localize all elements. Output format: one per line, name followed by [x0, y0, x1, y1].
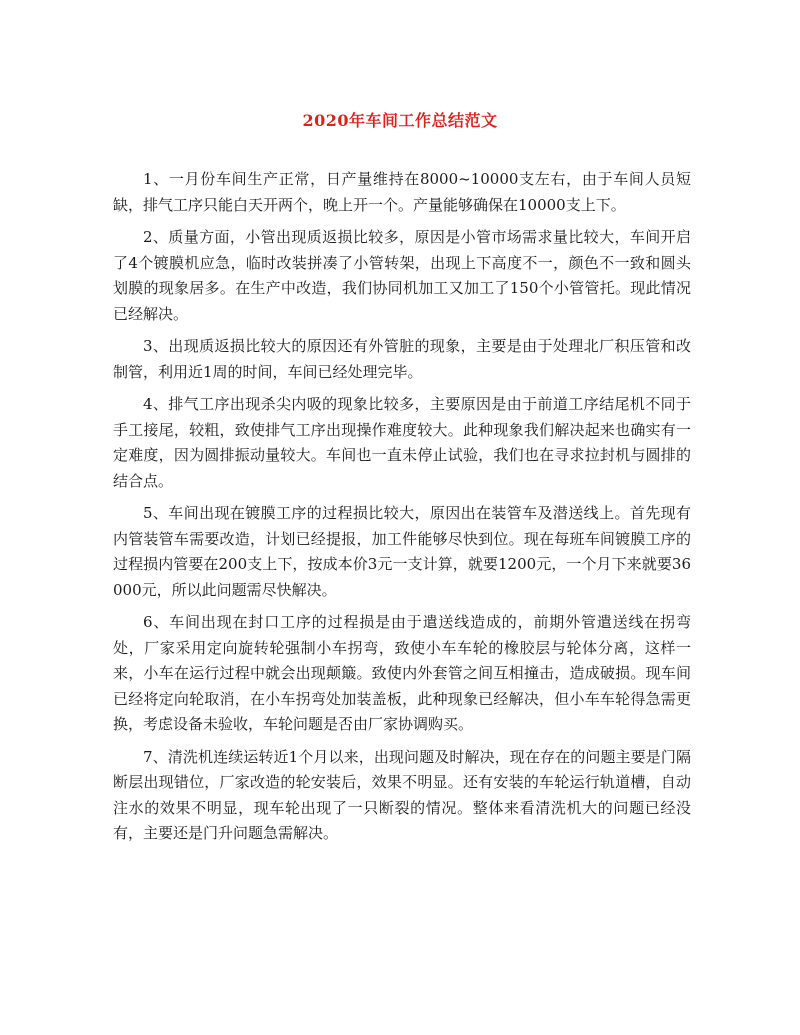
paragraph-3: 3、出现质返损比较大的原因还有外管脏的现象，主要是由于处理北厂积压管和改制管，利用近1周的时间，车间已经处理完毕。: [113, 337, 691, 381]
paragraph-4: 4、排气工序出现杀尖内吸的现象比较多，主要原因是由于前道工序结尾机不同于手工接尾，较粗，致使排气工序出现操作难度较大。此种现象我们解决起来也确实有一定难度，因为圆排振动量较大。车间也一直未停止试验，我们也在寻求拉封机与圆排的结合点。: [113, 395, 691, 490]
paragraph-2: 2、质量方面，小管出现质返损比较多，原因是小管市场需求量比较大，车间开启了4个镀膜机应急，临时改装拼凑了小管转架，出现上下高度不一，颜色不一致和圆头划膜的现象居多。在生产中改造，我们协同机加工又加工了150个小管管托。现此情况已经解决。: [113, 228, 691, 323]
document-body: [113, 167, 691, 854]
paragraph-5: 5、车间出现在镀膜工序的过程损比较大，原因出在装管车及潜送线上。首先现有内管装管车需要改造，计划已经提报，加工件能够尽快到位。现在每班车间镀膜工序的过程损内管要在200支上下，按成本价3元一支计算，就要1200元，一个月下来就要36000元，所以此问题需尽快解决。: [113, 504, 691, 599]
paragraph-7: 7、清洗机连续运转近1个月以来，出现问题及时解决，现在存在的问题主要是门隔断层出现错位，厂家改造的轮安装后，效果不明显。还有安装的车轮运行轨道槽，自动注水的效果不明显，现车轮出现了一只断裂的情况。整体来看清洗机大的问题已经没有，主要还是门升问题急需解决。: [113, 747, 691, 842]
paragraph-1: 1、一月份车间生产正常，日产量维持在8000~10000支左右，由于车间人员短缺，排气工序只能白天开两个，晚上开一个。产量能够确保在10000支上下。: [113, 170, 691, 214]
paragraph-6: 6、车间出现在封口工序的过程损是由于遣送线造成的，前期外管遣送线在拐弯处，厂家采用定向旋转轮强制小车拐弯，致使小车车轮的橡胶层与轮体分离，这样一来，小车在运行过程中就会出现颠簸。致使内外套管之间互相撞击，造成破损。现车间已经将定向轮取消，在小车拐弯处加装盖板，此种现象已经解决，但小车车轮得急需更换，考虑设备未验收，车轮问题是否由厂家协调购买。: [113, 613, 691, 733]
document-title: 2020年车间工作总结范文: [302, 111, 498, 130]
